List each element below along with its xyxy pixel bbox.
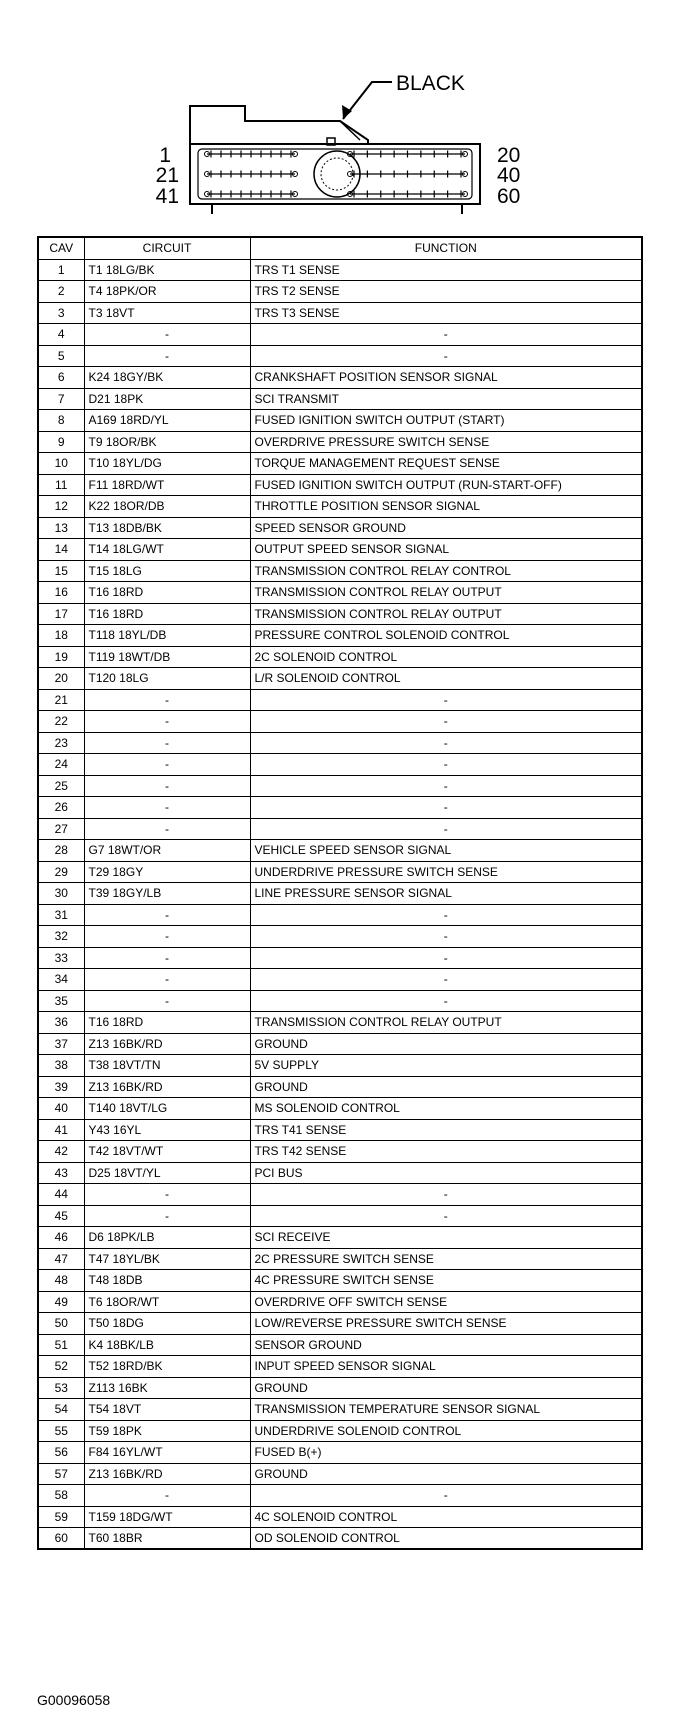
cav-cell: 25 [38, 775, 84, 797]
cav-cell: 22 [38, 711, 84, 733]
cav-cell: 56 [38, 1442, 84, 1464]
table-row [38, 410, 642, 432]
cav-cell: 36 [38, 1012, 84, 1034]
cav-cell: 30 [38, 883, 84, 905]
row-label-left-1: 1 [159, 144, 171, 167]
cav-cell: 29 [38, 861, 84, 883]
circuit-cell: T60 18BR [84, 1528, 250, 1550]
cav-cell: 24 [38, 754, 84, 776]
table-row [38, 324, 642, 346]
table-row [38, 281, 642, 303]
header-function: FUNCTION [250, 237, 642, 259]
function-cell: - [250, 1485, 642, 1507]
table-row [38, 345, 642, 367]
table-row [38, 1485, 642, 1507]
table-header-row [38, 237, 642, 259]
function-cell: TRS T1 SENSE [250, 259, 642, 281]
cav-cell: 54 [38, 1399, 84, 1421]
cav-cell: 21 [38, 689, 84, 711]
connector-center-boss-inner [321, 158, 353, 190]
pinout-table-body [38, 259, 642, 1549]
table-row [38, 1291, 642, 1313]
row-label-right-3: 60 [497, 185, 521, 208]
circuit-cell: T13 18DB/BK [84, 517, 250, 539]
function-cell: - [250, 1184, 642, 1206]
circuit-cell: T140 18VT/LG [84, 1098, 250, 1120]
function-cell: PRESSURE CONTROL SOLENOID CONTROL [250, 625, 642, 647]
cav-cell: 53 [38, 1377, 84, 1399]
table-row [38, 1463, 642, 1485]
function-cell: TRS T3 SENSE [250, 302, 642, 324]
table-row [38, 990, 642, 1012]
table-row [38, 1227, 642, 1249]
circuit-cell: T50 18DG [84, 1313, 250, 1335]
function-cell: - [250, 1205, 642, 1227]
function-cell: CRANKSHAFT POSITION SENSOR SIGNAL [250, 367, 642, 389]
table-row [38, 1506, 642, 1528]
cav-cell: 27 [38, 818, 84, 840]
cav-cell: 43 [38, 1162, 84, 1184]
circuit-cell: T10 18YL/DG [84, 453, 250, 475]
function-cell: MS SOLENOID CONTROL [250, 1098, 642, 1120]
circuit-cell: T120 18LG [84, 668, 250, 690]
circuit-cell: G7 18WT/OR [84, 840, 250, 862]
function-cell: 5V SUPPLY [250, 1055, 642, 1077]
circuit-cell: T14 18LG/WT [84, 539, 250, 561]
cav-cell: 37 [38, 1033, 84, 1055]
function-cell: 4C PRESSURE SWITCH SENSE [250, 1270, 642, 1292]
function-cell: OD SOLENOID CONTROL [250, 1528, 642, 1550]
circuit-cell: - [84, 711, 250, 733]
function-cell: LOW/REVERSE PRESSURE SWITCH SENSE [250, 1313, 642, 1335]
table-row [38, 1356, 642, 1378]
row-label-right-1: 20 [497, 144, 521, 167]
cav-cell: 33 [38, 947, 84, 969]
cav-cell: 49 [38, 1291, 84, 1313]
table-row [38, 625, 642, 647]
function-cell: SCI RECEIVE [250, 1227, 642, 1249]
table-row [38, 947, 642, 969]
function-cell: L/R SOLENOID CONTROL [250, 668, 642, 690]
table-row [38, 1528, 642, 1550]
function-cell: - [250, 797, 642, 819]
circuit-cell: - [84, 1205, 250, 1227]
circuit-cell: - [84, 732, 250, 754]
function-cell: - [250, 324, 642, 346]
table-row [38, 367, 642, 389]
function-cell: OUTPUT SPEED SENSOR SIGNAL [250, 539, 642, 561]
table-row [38, 1012, 642, 1034]
table-row [38, 1399, 642, 1421]
connector-body-diagonal [340, 121, 360, 140]
table-row [38, 1076, 642, 1098]
circuit-cell: - [84, 1184, 250, 1206]
function-cell: THROTTLE POSITION SENSOR SIGNAL [250, 496, 642, 518]
table-row [38, 732, 642, 754]
table-row [38, 926, 642, 948]
cav-cell: 59 [38, 1506, 84, 1528]
function-cell: SENSOR GROUND [250, 1334, 642, 1356]
cav-cell: 51 [38, 1334, 84, 1356]
function-cell: - [250, 732, 642, 754]
function-cell: FUSED B(+) [250, 1442, 642, 1464]
cav-cell: 41 [38, 1119, 84, 1141]
function-cell: FUSED IGNITION SWITCH OUTPUT (RUN-START-OFF) [250, 474, 642, 496]
circuit-cell: K4 18BK/LB [84, 1334, 250, 1356]
function-cell: - [250, 775, 642, 797]
row-label-left-3: 41 [155, 185, 179, 208]
figure-id: G00096058 [37, 1692, 111, 1708]
circuit-cell: - [84, 754, 250, 776]
cav-cell: 18 [38, 625, 84, 647]
callout-leader-line [343, 82, 392, 119]
cav-cell: 7 [38, 388, 84, 410]
cav-cell: 48 [38, 1270, 84, 1292]
table-row [38, 1248, 642, 1270]
circuit-cell: - [84, 689, 250, 711]
cav-cell: 14 [38, 539, 84, 561]
cav-cell: 58 [38, 1485, 84, 1507]
function-cell: SPEED SENSOR GROUND [250, 517, 642, 539]
table-row [38, 1313, 642, 1335]
table-row [38, 797, 642, 819]
cav-cell: 16 [38, 582, 84, 604]
table-row [38, 689, 642, 711]
function-cell: TRS T42 SENSE [250, 1141, 642, 1163]
circuit-cell: T119 18WT/DB [84, 646, 250, 668]
function-cell: GROUND [250, 1377, 642, 1399]
function-cell: TRANSMISSION CONTROL RELAY CONTROL [250, 560, 642, 582]
circuit-cell: - [84, 904, 250, 926]
circuit-cell: T4 18PK/OR [84, 281, 250, 303]
function-cell: GROUND [250, 1463, 642, 1485]
table-row [38, 883, 642, 905]
function-cell: - [250, 711, 642, 733]
table-row [38, 711, 642, 733]
table-row [38, 517, 642, 539]
function-cell: OVERDRIVE OFF SWITCH SENSE [250, 1291, 642, 1313]
function-cell: - [250, 969, 642, 991]
circuit-cell: T59 18PK [84, 1420, 250, 1442]
cav-cell: 13 [38, 517, 84, 539]
cav-cell: 44 [38, 1184, 84, 1206]
function-cell: PCI BUS [250, 1162, 642, 1184]
table-row [38, 1119, 642, 1141]
circuit-cell: - [84, 324, 250, 346]
function-cell: - [250, 947, 642, 969]
function-cell: TRS T41 SENSE [250, 1119, 642, 1141]
circuit-cell: T52 18RD/BK [84, 1356, 250, 1378]
table-row [38, 1205, 642, 1227]
pinout-table [37, 236, 643, 1550]
function-cell: - [250, 926, 642, 948]
function-cell: TORQUE MANAGEMENT REQUEST SENSE [250, 453, 642, 475]
circuit-cell: D25 18VT/YL [84, 1162, 250, 1184]
cav-cell: 50 [38, 1313, 84, 1335]
row-label-right-2: 40 [497, 164, 521, 187]
cav-cell: 8 [38, 410, 84, 432]
table-row [38, 1420, 642, 1442]
table-row [38, 388, 642, 410]
table-row [38, 904, 642, 926]
table-row [38, 1098, 642, 1120]
function-cell: GROUND [250, 1033, 642, 1055]
table-row [38, 1334, 642, 1356]
cav-cell: 3 [38, 302, 84, 324]
table-row [38, 668, 642, 690]
table-row [38, 453, 642, 475]
header-circuit: CIRCUIT [84, 237, 250, 259]
cav-cell: 11 [38, 474, 84, 496]
circuit-cell: D6 18PK/LB [84, 1227, 250, 1249]
cav-cell: 1 [38, 259, 84, 281]
function-cell: - [250, 754, 642, 776]
circuit-cell: Y43 16YL [84, 1119, 250, 1141]
connector-color-label: BLACK [396, 72, 465, 95]
function-cell: 2C SOLENOID CONTROL [250, 646, 642, 668]
function-cell: TRS T2 SENSE [250, 281, 642, 303]
cav-cell: 39 [38, 1076, 84, 1098]
table-row [38, 1055, 642, 1077]
circuit-cell: K24 18GY/BK [84, 367, 250, 389]
table-row [38, 840, 642, 862]
cav-cell: 2 [38, 281, 84, 303]
callout-arrowhead [342, 105, 352, 119]
table-row [38, 539, 642, 561]
cav-cell: 52 [38, 1356, 84, 1378]
circuit-cell: - [84, 797, 250, 819]
circuit-cell: - [84, 345, 250, 367]
circuit-cell: - [84, 1485, 250, 1507]
circuit-cell: T16 18RD [84, 603, 250, 625]
circuit-cell: Z13 16BK/RD [84, 1033, 250, 1055]
circuit-cell: T54 18VT [84, 1399, 250, 1421]
circuit-cell: D21 18PK [84, 388, 250, 410]
circuit-cell: A169 18RD/YL [84, 410, 250, 432]
cav-cell: 17 [38, 603, 84, 625]
function-cell: - [250, 904, 642, 926]
circuit-cell: T48 18DB [84, 1270, 250, 1292]
function-cell: 2C PRESSURE SWITCH SENSE [250, 1248, 642, 1270]
circuit-cell: T118 18YL/DB [84, 625, 250, 647]
cav-cell: 23 [38, 732, 84, 754]
cav-cell: 46 [38, 1227, 84, 1249]
cav-cell: 35 [38, 990, 84, 1012]
cav-cell: 20 [38, 668, 84, 690]
cav-cell: 6 [38, 367, 84, 389]
cav-cell: 12 [38, 496, 84, 518]
table-row [38, 1162, 642, 1184]
function-cell: TRANSMISSION CONTROL RELAY OUTPUT [250, 1012, 642, 1034]
circuit-cell: T39 18GY/LB [84, 883, 250, 905]
circuit-cell: T3 18VT [84, 302, 250, 324]
table-row [38, 1270, 642, 1292]
cav-cell: 40 [38, 1098, 84, 1120]
circuit-cell: T38 18VT/TN [84, 1055, 250, 1077]
cav-cell: 42 [38, 1141, 84, 1163]
cav-cell: 55 [38, 1420, 84, 1442]
table-row [38, 1141, 642, 1163]
table-row [38, 582, 642, 604]
circuit-cell: T15 18LG [84, 560, 250, 582]
table-row [38, 754, 642, 776]
function-cell: TRANSMISSION CONTROL RELAY OUTPUT [250, 603, 642, 625]
cav-cell: 45 [38, 1205, 84, 1227]
circuit-cell: Z13 16BK/RD [84, 1463, 250, 1485]
circuit-cell: F84 16YL/WT [84, 1442, 250, 1464]
cav-cell: 60 [38, 1528, 84, 1550]
table-row [38, 1377, 642, 1399]
function-cell: SCI TRANSMIT [250, 388, 642, 410]
table-row [38, 560, 642, 582]
table-row [38, 1184, 642, 1206]
function-cell: UNDERDRIVE PRESSURE SWITCH SENSE [250, 861, 642, 883]
circuit-cell: Z113 16BK [84, 1377, 250, 1399]
connector-body-outline [190, 106, 368, 144]
circuit-cell: T42 18VT/WT [84, 1141, 250, 1163]
table-row [38, 302, 642, 324]
table-row [38, 603, 642, 625]
circuit-cell: K22 18OR/DB [84, 496, 250, 518]
function-cell: - [250, 345, 642, 367]
cav-cell: 4 [38, 324, 84, 346]
function-cell: - [250, 818, 642, 840]
cav-cell: 9 [38, 431, 84, 453]
function-cell: INPUT SPEED SENSOR SIGNAL [250, 1356, 642, 1378]
circuit-cell: - [84, 947, 250, 969]
table-row [38, 969, 642, 991]
circuit-cell: - [84, 775, 250, 797]
circuit-cell: - [84, 969, 250, 991]
function-cell: TRANSMISSION TEMPERATURE SENSOR SIGNAL [250, 1399, 642, 1421]
function-cell: VEHICLE SPEED SENSOR SIGNAL [250, 840, 642, 862]
circuit-cell: F11 18RD/WT [84, 474, 250, 496]
circuit-cell: T9 18OR/BK [84, 431, 250, 453]
table-row [38, 646, 642, 668]
cav-cell: 28 [38, 840, 84, 862]
function-cell: 4C SOLENOID CONTROL [250, 1506, 642, 1528]
circuit-cell: T6 18OR/WT [84, 1291, 250, 1313]
table-row [38, 861, 642, 883]
circuit-cell: Z13 16BK/RD [84, 1076, 250, 1098]
function-cell: OVERDRIVE PRESSURE SWITCH SENSE [250, 431, 642, 453]
cav-cell: 34 [38, 969, 84, 991]
row-label-left-2: 21 [155, 164, 179, 187]
table-row [38, 259, 642, 281]
header-cav: CAV [38, 237, 84, 259]
function-cell: LINE PRESSURE SENSOR SIGNAL [250, 883, 642, 905]
function-cell: FUSED IGNITION SWITCH OUTPUT (START) [250, 410, 642, 432]
circuit-cell: - [84, 990, 250, 1012]
cav-cell: 31 [38, 904, 84, 926]
connector-diagram [0, 0, 681, 236]
circuit-cell: - [84, 926, 250, 948]
cav-cell: 26 [38, 797, 84, 819]
cav-cell: 10 [38, 453, 84, 475]
table-row [38, 775, 642, 797]
table-row [38, 818, 642, 840]
cav-cell: 47 [38, 1248, 84, 1270]
function-cell: - [250, 689, 642, 711]
cav-cell: 19 [38, 646, 84, 668]
circuit-cell: T29 18GY [84, 861, 250, 883]
cav-cell: 38 [38, 1055, 84, 1077]
circuit-cell: T159 18DG/WT [84, 1506, 250, 1528]
table-row [38, 1033, 642, 1055]
table-row [38, 1442, 642, 1464]
function-cell: UNDERDRIVE SOLENOID CONTROL [250, 1420, 642, 1442]
circuit-cell: T1 18LG/BK [84, 259, 250, 281]
circuit-cell: T16 18RD [84, 582, 250, 604]
table-row [38, 496, 642, 518]
circuit-cell: - [84, 818, 250, 840]
circuit-cell: T47 18YL/BK [84, 1248, 250, 1270]
function-cell: - [250, 990, 642, 1012]
cav-cell: 57 [38, 1463, 84, 1485]
table-row [38, 431, 642, 453]
cav-cell: 32 [38, 926, 84, 948]
cav-cell: 5 [38, 345, 84, 367]
cav-cell: 15 [38, 560, 84, 582]
function-cell: TRANSMISSION CONTROL RELAY OUTPUT [250, 582, 642, 604]
table-row [38, 474, 642, 496]
circuit-cell: T16 18RD [84, 1012, 250, 1034]
function-cell: GROUND [250, 1076, 642, 1098]
